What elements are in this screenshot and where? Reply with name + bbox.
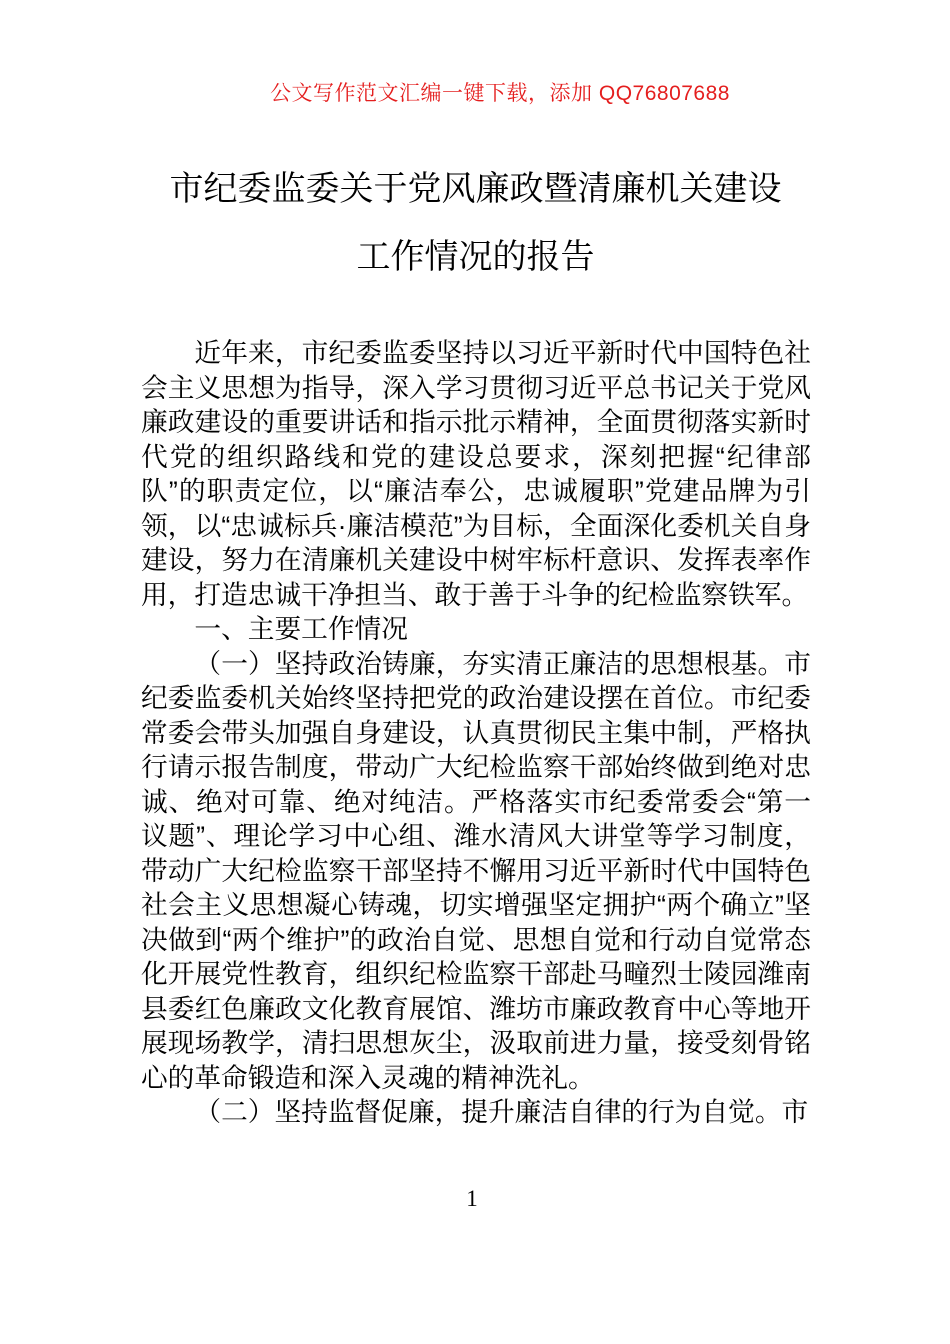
body-paragraph: （二）坚持监督促廉，提升廉洁自律的行为自觉。市: [194, 1097, 809, 1127]
body-paragraph: （一）坚持政治铸廉，夯实清正廉洁的思想根基。市纪委监委机关始终坚持把党的政治建设摆在首位。市纪委常委会带头加强自身建设，认真贯彻民主集中制，严格执行请示报告制度，带动广大纪检监察干部始终做到绝对忠诚、绝对可靠、绝对纯洁。严格落实市纪委常委会“第一议题”、理论学习中心组、潍水清风大讲堂等学习制度，带动广大纪检监察干部坚持不懈用习近平新时代中国特色社会主义思想凝心铸魂，切实增强坚定拥护“两个确立”坚决做到“两个维护”的政治自觉、思想自觉和行动自觉常态化开展党性教育，组织纪检监察干部赴马疃烈士陵园潍南县委红色廉政文化教育展馆、潍坊市廉政教育中心等地开展现场教学，清扫思想灰尘，汲取前进力量，接受刻骨铭心的革命锻造和深入灵魂的精神洗礼。: [141, 648, 811, 1093]
promo-notice-text: 公文写作范文汇编一键下载，添加 QQ76807688: [270, 82, 730, 105]
document-title-line1: 市纪委监委关于党风廉政暨清廉机关建设: [169, 170, 782, 208]
document-title-line2: 工作情况的报告: [356, 238, 595, 276]
page-number: 1: [466, 1186, 478, 1211]
document-body: [141, 336, 811, 1130]
document-title: [140, 155, 811, 291]
section-heading: 一、主要工作情况: [194, 614, 408, 644]
body-paragraph: 近年来，市纪委监委坚持以习近平新时代中国特色社会主义思想为指导，深入学习贯彻习近平总书记关于党风廉政建设的重要讲话和指示批示精神，全面贯彻落实新时代党的组织路线和党的建设总要求，深刻把握“纪律部队”的职责定位，以“廉洁奉公，忠诚履职”党建品牌为引领，以“忠诚标兵·廉洁模范”为目标，全面深化委机关自身建设，努力在清廉机关建设中树牢标杆意识、发挥表率作用，打造忠诚干净担当、敢于善于斗争的纪检监察铁军。: [141, 338, 811, 610]
